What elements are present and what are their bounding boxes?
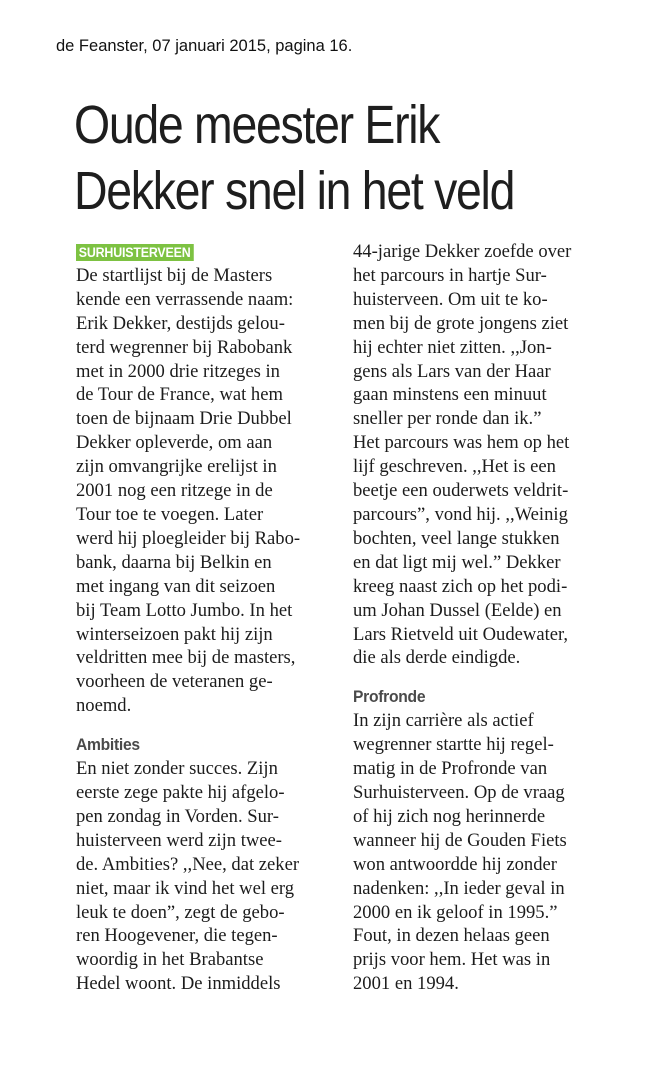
text-line: kreeg naast zich op het podi- — [353, 575, 568, 597]
text-line: 2001 en 1994. — [353, 973, 459, 995]
text-line: met in 2000 drie ritzeges in — [76, 360, 280, 382]
text-line: beetje een ouderwets veldrit- — [353, 480, 569, 502]
text-line: woordig in het Brabantse — [76, 949, 264, 971]
text-line: 2000 en ik geloof in 1995.” — [353, 901, 558, 923]
text-line: leuk te doen”, zegt de gebo- — [76, 901, 285, 923]
text-line: Dekker opleverde, om aan — [76, 432, 273, 454]
text-line: die als derde eindigde. — [353, 647, 521, 669]
text-line: of hij zich nog herinnerde — [353, 805, 546, 827]
dateline-badge: SURHUISTERVEEN — [76, 244, 194, 261]
profronde-paragraph — [353, 709, 608, 996]
text-line: 2001 nog een ritzege in de — [76, 480, 273, 502]
text-line: de. Ambities? ,,Nee, dat zeker — [76, 853, 300, 875]
article-column-left — [76, 240, 334, 996]
text-line: en dat ligt mij wel.” Dekker — [353, 551, 561, 573]
subheading-profronde: Profronde — [353, 687, 426, 707]
text-line: huisterveen werd zijn twee- — [76, 829, 282, 851]
text-line: Het parcours was hem op het — [353, 432, 570, 454]
text-line: prijs voor hem. Het was in — [353, 949, 551, 971]
text-line: parcours”, vond hij. ,,Weinig — [353, 503, 568, 525]
text-line: bank, daarna bij Belkin en — [76, 551, 272, 573]
text-line: men bij de grote jongens ziet — [353, 312, 569, 334]
text-line: bij Team Lotto Jumbo. In het — [76, 599, 293, 621]
text-line: Erik Dekker, destijds gelou- — [76, 312, 285, 334]
text-line: won antwoordde hij zonder — [353, 853, 557, 875]
subheading-ambities: Ambities — [76, 735, 140, 755]
text-line: huisterveen. Om uit te ko- — [353, 288, 548, 310]
text-line: Hedel woont. De inmiddels — [76, 973, 281, 995]
text-line: um Johan Dussel (Eelde) en — [353, 599, 562, 621]
text-line: ren Hoogevener, die tegen- — [76, 925, 278, 947]
text-line: kende een verrassende naam: — [76, 288, 294, 310]
headline-line: Oude meester Erik — [74, 95, 440, 155]
text-line: Fout, in dezen helaas geen — [353, 925, 550, 947]
text-line: gaan minstens een minuut — [353, 384, 547, 406]
text-line: bochten, veel lange stukken — [353, 527, 560, 549]
text-line: toen de bijnaam Drie Dubbel — [76, 408, 292, 430]
text-line: het parcours in hartje Sur- — [353, 264, 547, 286]
ambities-paragraph — [76, 757, 334, 996]
source-citation: de Feanster, 07 januari 2015, pagina 16. — [56, 37, 353, 55]
text-line: Surhuisterveen. Op de vraag — [353, 782, 565, 804]
text-line: winterseizoen pakt hij zijn — [76, 623, 273, 645]
text-line: sneller per ronde dan ik.” — [353, 408, 542, 430]
text-line: lijf geschreven. ,,Het is een — [353, 456, 556, 478]
text-line: werd hij ploegleider bij Rabo- — [76, 527, 301, 549]
text-line: veldritten mee bij de masters, — [76, 647, 296, 669]
text-line: zijn omvangrijke erelijst in — [76, 456, 277, 478]
text-line: pen zondag in Vorden. Sur- — [76, 805, 279, 827]
text-line: met ingang van dit seizoen — [76, 575, 276, 597]
text-line: niet, maar ik vind het wel erg — [76, 877, 295, 899]
text-line: Tour toe te voegen. Later — [76, 503, 264, 525]
text-line: matig in de Profronde van — [353, 758, 548, 780]
intro-paragraph — [76, 264, 334, 718]
article-column-right — [353, 240, 608, 996]
text-line: wegrenner startte hij regel- — [353, 734, 554, 756]
text-line: 44-jarige Dekker zoefde over — [353, 241, 572, 262]
text-line: wanneer hij de Gouden Fiets — [353, 829, 567, 851]
text-line: Lars Rietveld uit Oudewater, — [353, 623, 569, 645]
text-line: De startlijst bij de Masters — [76, 264, 273, 286]
text-line: eerste zege pakte hij afgelo- — [76, 782, 285, 804]
text-line: terd wegrenner bij Rabobank — [76, 336, 293, 358]
headline-line: Dekker snel in het veld — [74, 161, 515, 221]
text-line: hij echter niet zitten. ,,Jon- — [353, 336, 552, 358]
continuation-paragraph — [353, 240, 608, 670]
text-line: voorheen de veteranen ge- — [76, 671, 273, 693]
article-headline — [74, 92, 556, 224]
text-line: de Tour de France, wat hem — [76, 384, 283, 406]
text-line: In zijn carrière als actief — [353, 710, 534, 732]
text-line: noemd. — [76, 695, 132, 717]
text-line: nadenken: ,,In ieder geval in — [353, 877, 565, 899]
text-line: En niet zonder succes. Zijn — [76, 758, 278, 780]
text-line: gens als Lars van der Haar — [353, 360, 551, 382]
